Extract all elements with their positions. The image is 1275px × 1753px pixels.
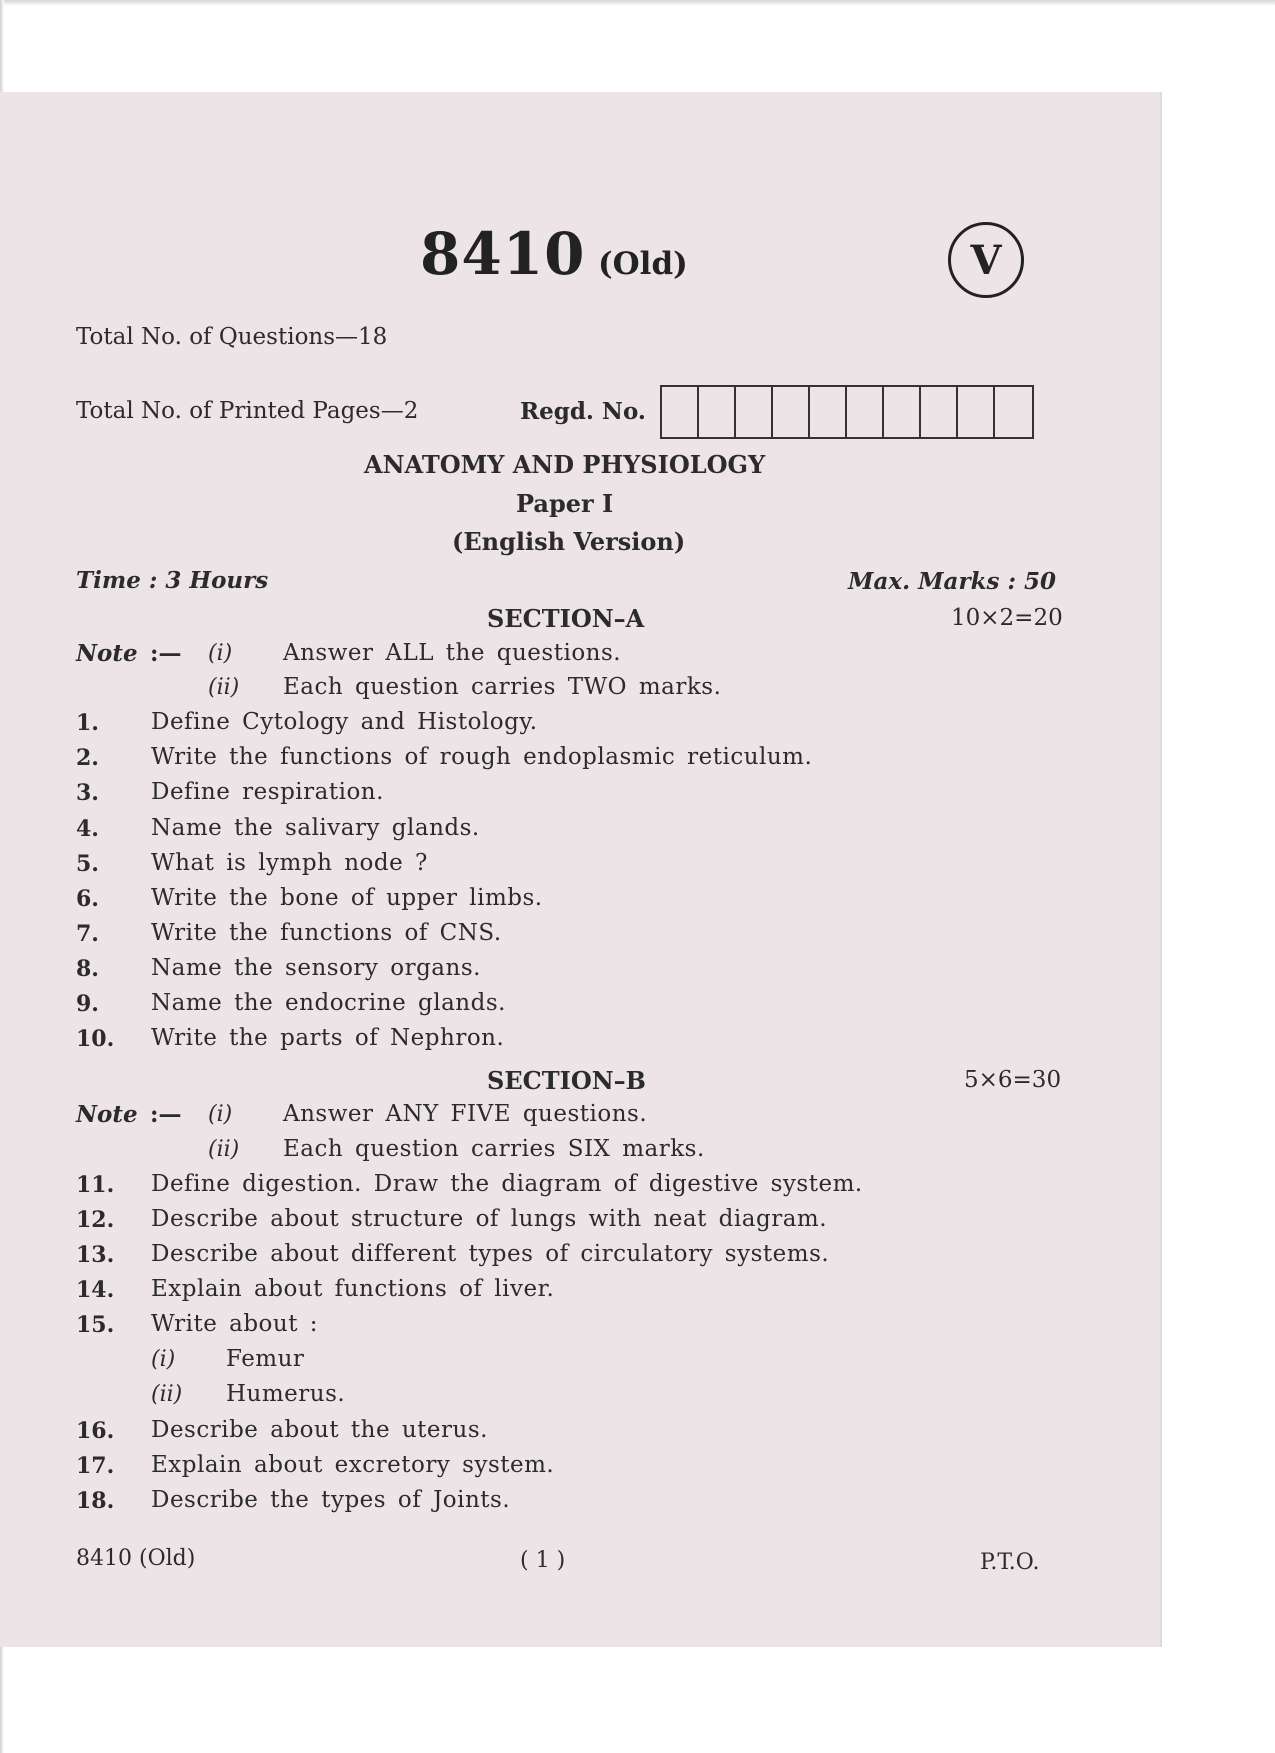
question-number: 9.: [76, 991, 99, 1017]
question-text: Describe about the uterus.: [151, 1417, 488, 1443]
question-text: Describe the types of Joints.: [151, 1487, 511, 1513]
regd-digit-box[interactable]: [884, 387, 921, 437]
question-number: 12.: [76, 1207, 115, 1233]
regd-digit-box[interactable]: [662, 387, 699, 437]
question-text: Describe about structure of lungs with neat diagram.: [151, 1206, 828, 1232]
question-number: 18.: [76, 1488, 115, 1514]
max-marks: Max. Marks : 50: [848, 568, 1056, 595]
question-number: 4.: [76, 816, 99, 842]
footer-page-number: ( 1 ): [520, 1548, 566, 1573]
question-text: What is lymph node ?: [151, 850, 428, 876]
question-text: Name the sensory organs.: [151, 955, 481, 981]
question-number: 2.: [76, 745, 99, 771]
regd-digit-box[interactable]: [847, 387, 884, 437]
question-text: Write the parts of Nephron.: [151, 1025, 505, 1051]
question-text: Describe about different types of circulatory systems.: [151, 1241, 830, 1267]
question-text: Explain about functions of liver.: [151, 1276, 555, 1302]
regd-label: Regd. No.: [520, 398, 646, 425]
section-b-note-num: (i): [208, 1102, 233, 1127]
subpart-text: Femur: [226, 1346, 305, 1372]
question-text: Write the bone of upper limbs.: [151, 885, 543, 911]
paper-code: 8410: [420, 220, 586, 288]
total-questions: Total No. of Questions—18: [76, 324, 388, 350]
section-a-note-num: (ii): [208, 675, 240, 700]
section-a-title: SECTION–A: [487, 604, 645, 633]
question-number: 7.: [76, 921, 99, 947]
version-title: (English Version): [452, 527, 686, 556]
question-text: Write the functions of rough endoplasmic reticulum.: [151, 744, 813, 770]
question-text: Name the endocrine glands.: [151, 990, 506, 1016]
regd-digit-box[interactable]: [958, 387, 995, 437]
question-text: Define digestion. Draw the diagram of digestive system.: [151, 1171, 863, 1197]
section-b-note-label: Note: [76, 1101, 138, 1128]
section-a-note-dash: :—: [150, 640, 182, 667]
subject-title: ANATOMY AND PHYSIOLOGY: [364, 450, 766, 479]
question-number: 3.: [76, 780, 99, 806]
question-number: 17.: [76, 1453, 115, 1479]
question-number: 1.: [76, 710, 99, 736]
question-text: Write the functions of CNS.: [151, 920, 502, 946]
paper-title: Paper I: [516, 489, 614, 518]
section-b-note-text: Answer ANY FIVE questions.: [283, 1101, 648, 1127]
footer-pto: P.T.O.: [980, 1550, 1040, 1575]
question-number: 13.: [76, 1242, 115, 1268]
paper-code-suffix: (Old): [598, 246, 688, 282]
question-text: Name the salivary glands.: [151, 815, 480, 841]
section-b-note-dash: :—: [150, 1101, 182, 1128]
section-a-note-num: (i): [208, 641, 233, 666]
question-text: Define Cytology and Histology.: [151, 709, 538, 735]
version-badge-letter: V: [970, 236, 1002, 284]
subpart-text: Humerus.: [226, 1381, 346, 1407]
question-number: 6.: [76, 886, 99, 912]
section-b-marks: 5×6=30: [964, 1067, 1062, 1093]
footer-code: 8410 (Old): [76, 1546, 196, 1571]
regd-digit-box[interactable]: [810, 387, 847, 437]
regd-digit-box[interactable]: [773, 387, 810, 437]
question-number: 16.: [76, 1418, 115, 1444]
section-a-note-text: Answer ALL the questions.: [283, 640, 622, 666]
question-text: Explain about excretory system.: [151, 1452, 555, 1478]
question-text: Define respiration.: [151, 779, 384, 805]
regd-digit-box[interactable]: [921, 387, 958, 437]
section-b-note-text: Each question carries SIX marks.: [283, 1136, 705, 1162]
section-a-note-label: Note: [76, 640, 138, 667]
section-a-note-text: Each question carries TWO marks.: [283, 674, 722, 700]
regd-number-boxes[interactable]: [660, 385, 1034, 439]
question-number: 14.: [76, 1277, 115, 1303]
question-number: 5.: [76, 851, 99, 877]
question-text: Write about :: [151, 1311, 319, 1337]
time-allowed: Time : 3 Hours: [76, 567, 269, 594]
total-pages: Total No. of Printed Pages—2: [76, 398, 419, 424]
question-number: 8.: [76, 956, 99, 982]
section-a-marks: 10×2=20: [951, 605, 1063, 631]
subpart-number: (ii): [151, 1382, 183, 1407]
scan-edge-top: [0, 0, 1275, 6]
regd-digit-box[interactable]: [995, 387, 1032, 437]
subpart-number: (i): [151, 1347, 176, 1372]
version-badge: [948, 222, 1024, 298]
regd-digit-box[interactable]: [736, 387, 773, 437]
question-number: 15.: [76, 1312, 115, 1338]
section-b-title: SECTION–B: [487, 1066, 646, 1095]
question-number: 10.: [76, 1026, 115, 1052]
section-b-note-num: (ii): [208, 1137, 240, 1162]
regd-digit-box[interactable]: [699, 387, 736, 437]
question-number: 11.: [76, 1172, 115, 1198]
